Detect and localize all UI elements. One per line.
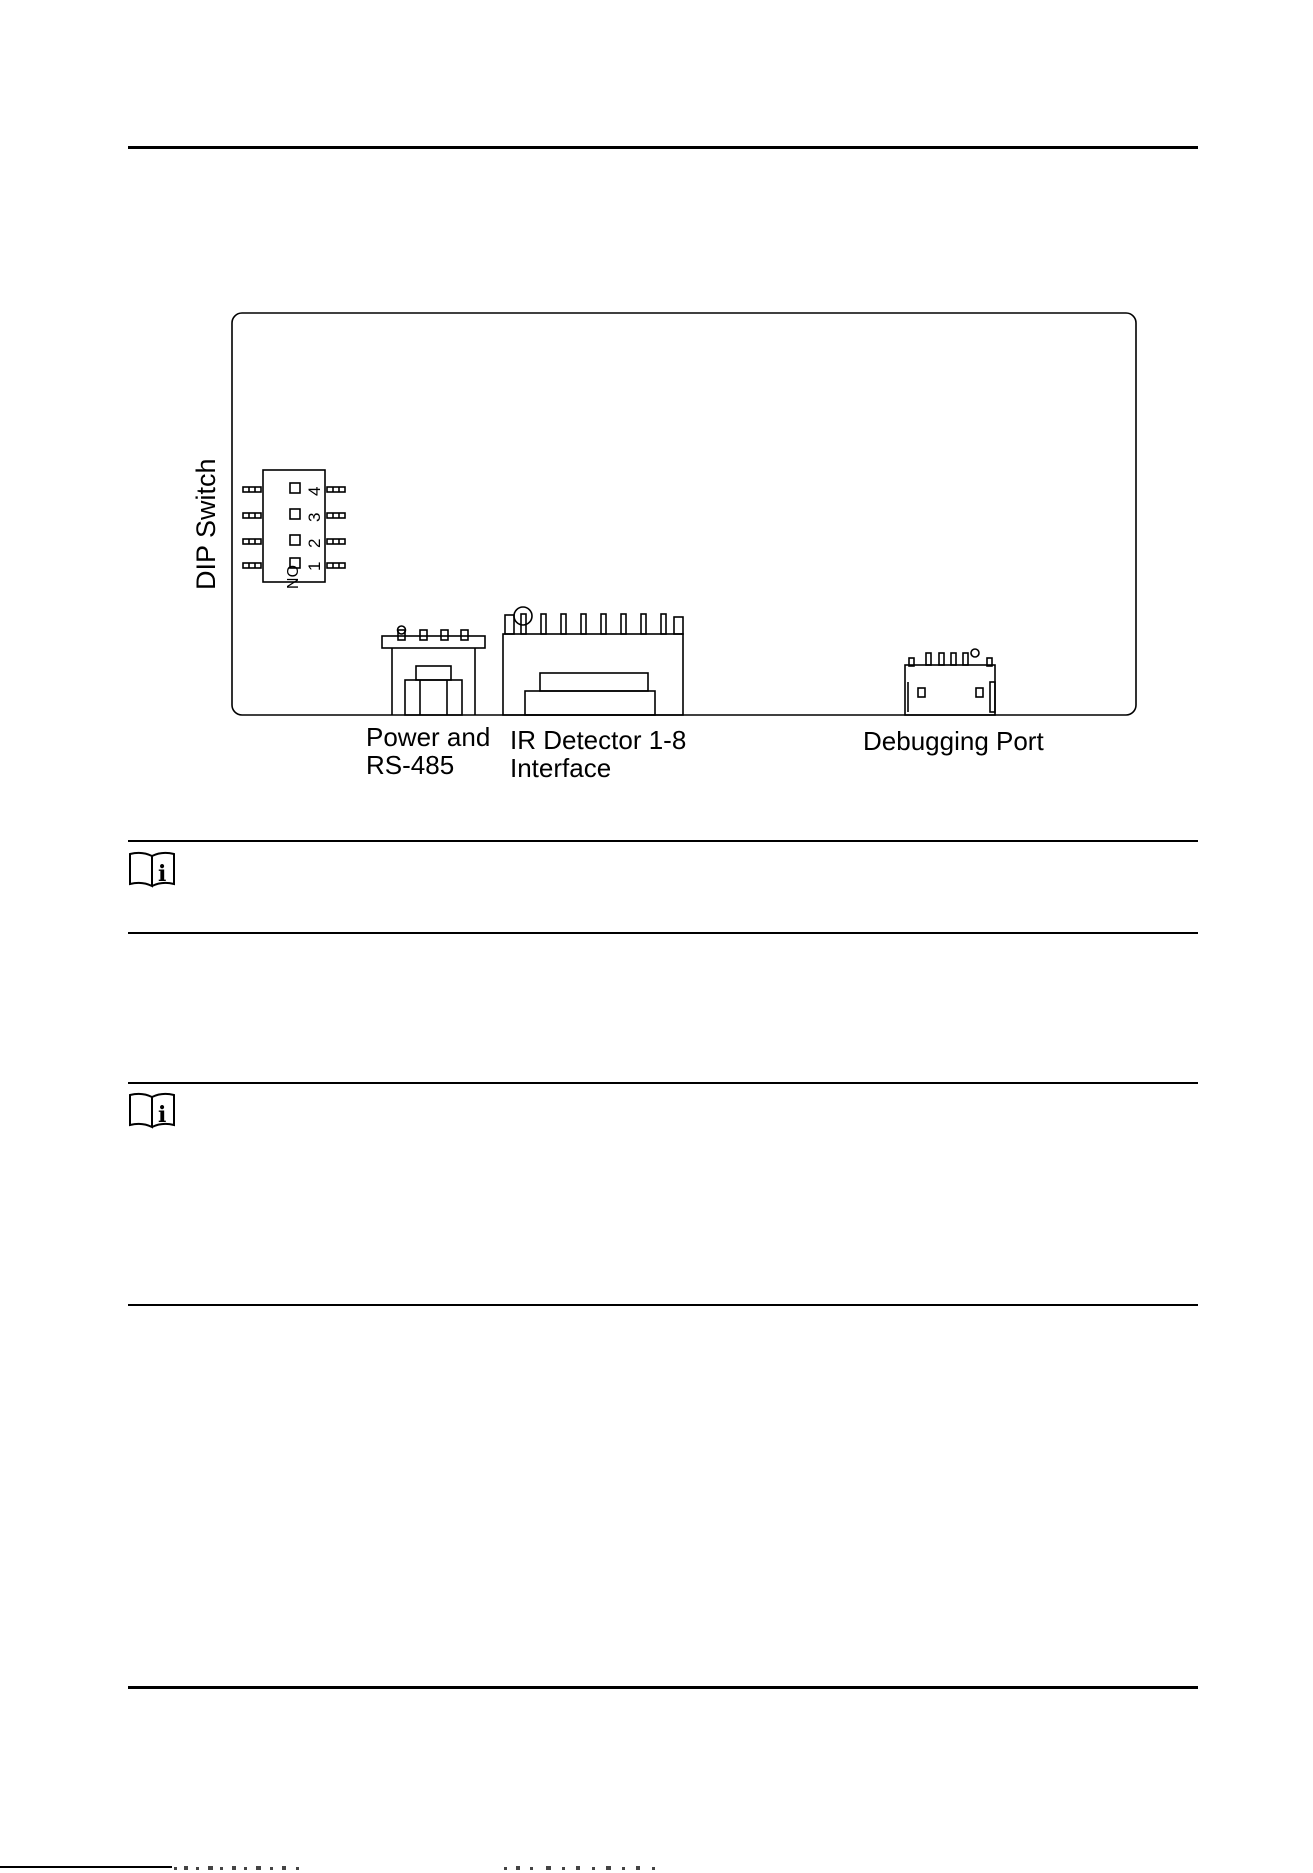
- dip-number-1: 1: [305, 561, 324, 571]
- dip-number-3: 3: [305, 512, 324, 522]
- note2-top-rule: [128, 1082, 1198, 1084]
- dip-pins-left: [243, 487, 261, 568]
- dip-switch: [243, 470, 345, 589]
- dip-switch-label: DIP Switch: [191, 458, 221, 590]
- svg-text:i: i: [158, 1102, 167, 1128]
- ir-label-line1: IR Detector 1-8: [510, 725, 687, 755]
- ir-detector-connector: [503, 607, 683, 715]
- note1-top-rule: [128, 840, 1198, 842]
- note-book-icon: [128, 1091, 180, 1131]
- note-book-icon: [128, 850, 180, 890]
- power-rs485-connector: [382, 626, 485, 715]
- debugging-port-label: Debugging Port: [863, 726, 1044, 756]
- bottom-edge-fragments: [174, 1864, 794, 1872]
- header-rule: [128, 146, 1198, 149]
- dip-number-4: 4: [305, 486, 324, 496]
- board-outline: [232, 313, 1136, 715]
- power-label-line2: RS-485: [366, 750, 455, 780]
- note2-bottom-rule: [128, 1304, 1198, 1306]
- debugging-port: [905, 649, 995, 715]
- dip-switch-3: [290, 509, 300, 519]
- ir-label-line2: Interface: [510, 753, 612, 783]
- svg-text:i: i: [158, 861, 167, 887]
- board-interface-diagram: [180, 300, 1160, 790]
- dip-number-2: 2: [305, 538, 324, 548]
- footer-rule: [128, 1686, 1198, 1689]
- dip-pins-right: [327, 487, 345, 568]
- dip-switch-4: [290, 483, 300, 493]
- bottom-edge-line: [0, 1866, 172, 1868]
- note1-bottom-rule: [128, 932, 1198, 934]
- dip-on-label: ON: [283, 565, 300, 589]
- dip-switch-2: [290, 535, 300, 545]
- power-label-line1: Power and: [366, 722, 491, 752]
